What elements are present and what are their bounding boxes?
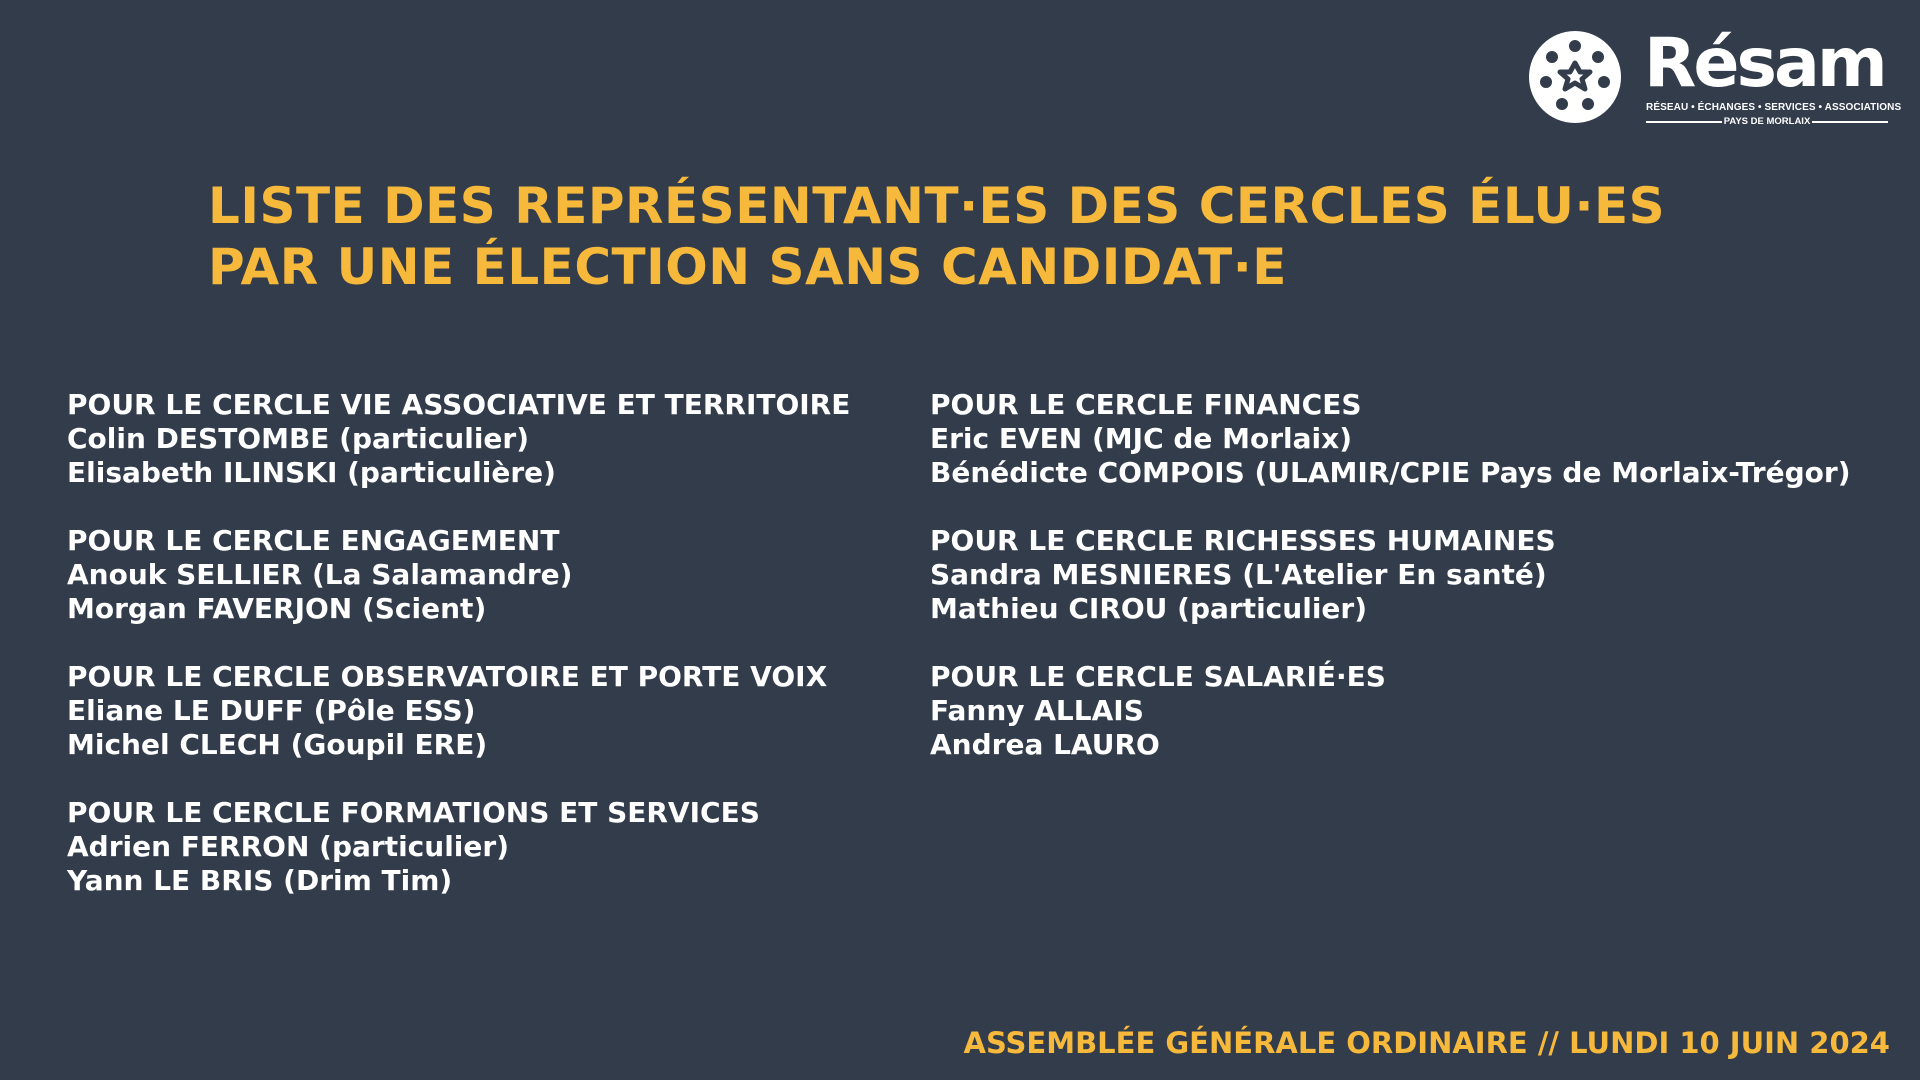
- member-name: Anouk SELLIER (La Salamandre): [67, 558, 573, 591]
- member-name: Sandra MESNIERES (L'Atelier En santé): [930, 558, 1547, 591]
- circle-heading: POUR LE CERCLE RICHESSES HUMAINES: [930, 524, 1556, 557]
- circle-heading: POUR LE CERCLE ENGAGEMENT: [67, 524, 560, 557]
- circle-heading: POUR LE CERCLE VIE ASSOCIATIVE ET TERRITOIRE: [67, 388, 851, 421]
- circle-group: [930, 388, 1851, 490]
- event-footer: ASSEMBLÉE GÉNÉRALE ORDINAIRE // LUNDI 10 JUIN 2024: [963, 1026, 1890, 1060]
- member-name: Elisabeth ILINSKI (particulière): [67, 456, 556, 489]
- page-title: [208, 176, 1665, 298]
- circle-group: [67, 796, 850, 898]
- member-name: Mathieu CIROU (particulier): [930, 592, 1368, 625]
- logo-tagline: RÉSEAU • ÉCHANGES • SERVICES • ASSOCIATIONS: [1646, 102, 1902, 113]
- circle-group: [67, 524, 850, 626]
- member-name: Fanny ALLAIS: [930, 694, 1144, 727]
- left-column: [67, 388, 850, 932]
- right-column: [930, 388, 1851, 796]
- logo-wordmark: Résam: [1644, 24, 1885, 103]
- resam-logo-icon: [1528, 30, 1622, 124]
- member-name: Eliane LE DUFF (Pôle ESS): [67, 694, 476, 727]
- member-name: Colin DESTOMBE (particulier): [67, 422, 530, 455]
- circle-heading: POUR LE CERCLE SALARIÉ·ES: [930, 660, 1386, 693]
- circle-heading: POUR LE CERCLE FINANCES: [930, 388, 1362, 421]
- logo-subtitle: PAYS DE MORLAIX: [1723, 116, 1811, 127]
- member-name: Andrea LAURO: [930, 728, 1160, 761]
- circle-group: [67, 660, 850, 762]
- title-line-1: LISTE DES REPRÉSENTANT·ES DES CERCLES ÉLU·ES: [208, 177, 1666, 235]
- member-name: Adrien FERRON (particulier): [67, 830, 509, 863]
- member-name: Yann LE BRIS (Drim Tim): [67, 864, 453, 897]
- member-name: Bénédicte COMPOIS (ULAMIR/CPIE Pays de Morlaix-Trégor): [930, 456, 1851, 489]
- member-name: Michel CLECH (Goupil ERE): [67, 728, 488, 761]
- circle-group: [930, 524, 1851, 626]
- member-name: Morgan FAVERJON (Scient): [67, 592, 487, 625]
- circle-heading: POUR LE CERCLE OBSERVATOIRE ET PORTE VOIX: [67, 660, 828, 693]
- title-line-2: PAR UNE ÉLECTION SANS CANDIDAT·E: [208, 238, 1287, 296]
- circle-heading: POUR LE CERCLE FORMATIONS ET SERVICES: [67, 796, 760, 829]
- logo-divider-right: [1812, 121, 1888, 123]
- resam-logo: [1528, 24, 1902, 130]
- member-name: Eric EVEN (MJC de Morlaix): [930, 422, 1352, 455]
- circle-group: [67, 388, 850, 490]
- circle-group: [930, 660, 1851, 762]
